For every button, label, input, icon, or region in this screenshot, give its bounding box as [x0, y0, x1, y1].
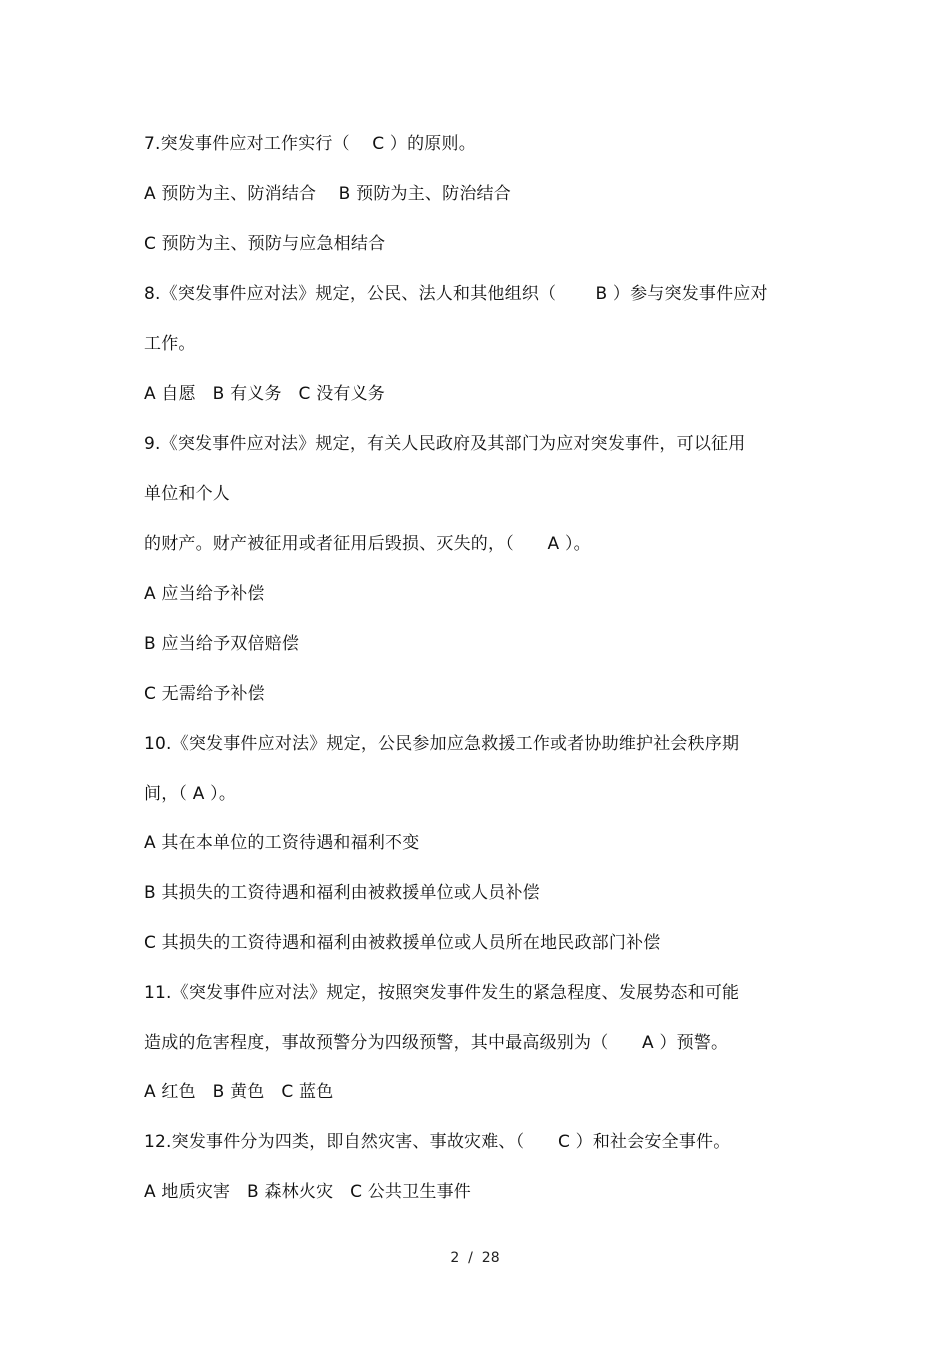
- question-12-options: A 地质灾害 B 森林火灾 C 公共卫生事件: [144, 1182, 471, 1202]
- question-9-option-c: C 无需给予补偿: [144, 684, 265, 704]
- question-11-stem-continued: 造成的危害程度，事故预警分为四级预警，其中最高级别为（ A ）预警。: [144, 1033, 729, 1053]
- question-10-option-c: C 其损失的工资待遇和福利由被救援单位或人员所在地民政部门补偿: [144, 933, 661, 953]
- question-7-option-c: C 预防为主、预防与应急相结合: [144, 234, 386, 254]
- question-10-option-a: A 其在本单位的工资待遇和福利不变: [144, 833, 420, 853]
- page-number: 2 / 28: [450, 1250, 500, 1266]
- question-9-option-b: B 应当给予双倍赔偿: [144, 634, 300, 654]
- question-8-options: A 自愿 B 有义务 C 没有义务: [144, 384, 385, 404]
- question-9-option-a: A 应当给予补偿: [144, 584, 265, 604]
- question-11-stem: 11.《突发事件应对法》规定，按照突发事件发生的紧急程度、发展势态和可能: [144, 983, 740, 1003]
- question-9-stem-end: 的财产。财产被征用或者征用后毁损、灭失的，（ A ）。: [144, 534, 591, 554]
- question-10-stem: 10.《突发事件应对法》规定，公民参加应急救援工作或者协助维护社会秩序期: [144, 734, 740, 754]
- question-9-stem-continued: 单位和个人: [144, 484, 230, 504]
- question-7-options-ab: A 预防为主、防消结合 B 预防为主、防治结合: [144, 184, 511, 204]
- question-12-stem: 12.突发事件分为四类，即自然灾害、事故灾难、（ C ）和社会安全事件。: [144, 1132, 731, 1152]
- question-9-stem: 9.《突发事件应对法》规定，有关人民政府及其部门为应对突发事件，可以征用: [144, 434, 746, 454]
- question-7-stem: 7.突发事件应对工作实行（ C ）的原则。: [144, 134, 476, 154]
- question-10-option-b: B 其损失的工资待遇和福利由被救援单位或人员补偿: [144, 883, 540, 903]
- question-8-stem: 8.《突发事件应对法》规定，公民、法人和其他组织（ B ）参与突发事件应对: [144, 284, 768, 304]
- question-11-options: A 红色 B 黄色 C 蓝色: [144, 1082, 334, 1102]
- question-8-stem-continued: 工作。: [144, 334, 196, 354]
- question-10-stem-continued: 间，（ A ）。: [144, 784, 237, 804]
